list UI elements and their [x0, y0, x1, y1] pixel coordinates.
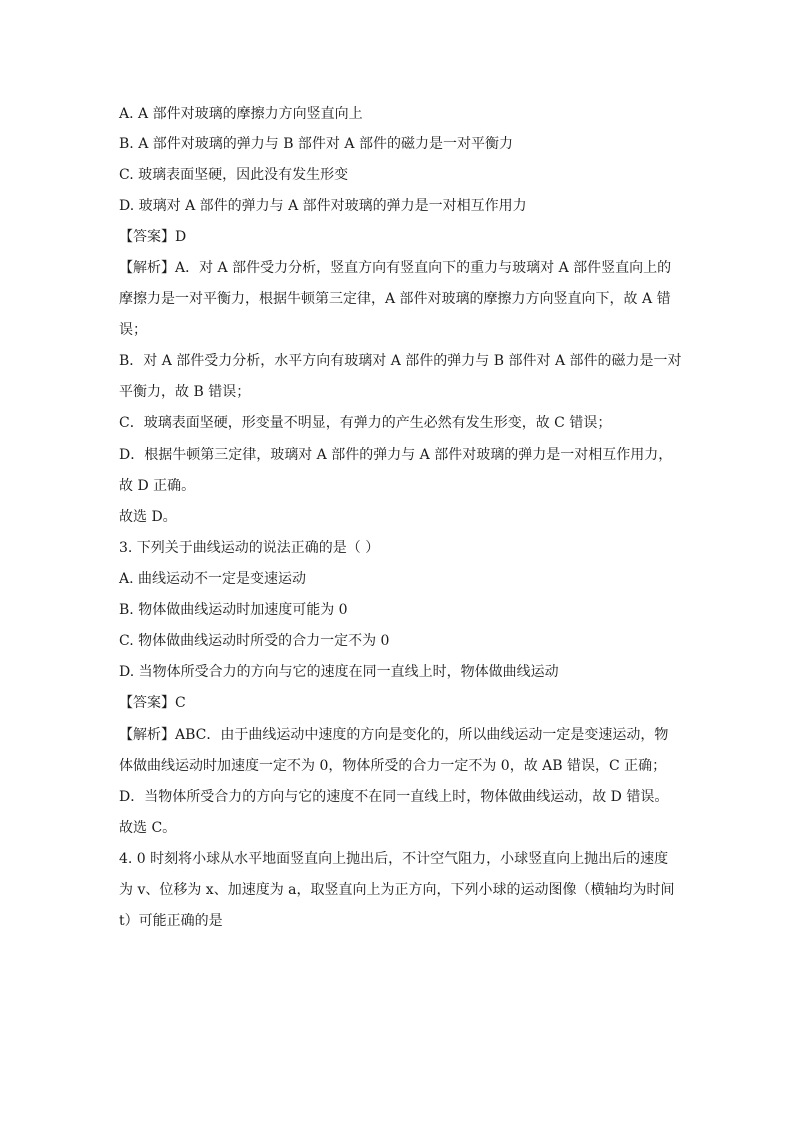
analysis-line: 误；	[119, 322, 147, 338]
analysis-line: 故 D 正确。	[119, 478, 196, 494]
answer-line: 【答案】D	[119, 229, 187, 245]
analysis-line: 平衡力，故 B 错误；	[119, 384, 251, 400]
q3-conclusion-line: 故选 C。	[119, 820, 177, 836]
q3-analysis-line: D．当物体所受合力的方向与它的速度不在同一直线上时，物体做曲线运动，故 D 错误。	[119, 789, 669, 805]
analysis-line: 【解析】A．对 A 部件受力分析，竖直方向有竖直向下的重力与玻璃对 A 部件竖直向上的	[119, 260, 672, 276]
question-4-stem: 为 v、位移为 x、加速度为 a，取竖直向上为正方向，下列小球的运动图像（横轴均为时间	[119, 882, 675, 898]
conclusion-line: 故选 D。	[119, 509, 177, 525]
question-4-stem: 4. 0 时刻将小球从水平地面竖直向上抛出后，不计空气阻力，小球竖直向上抛出后的速度	[119, 851, 669, 867]
option-b-text: B. A 部件对玻璃的弹力与 B 部件对 A 部件的磁力是一对平衡力	[119, 136, 513, 152]
question-4-stem: t）可能正确的是	[119, 913, 223, 929]
q3-option-b: B. 物体做曲线运动时加速度可能为 0	[119, 602, 348, 618]
q3-analysis-line: 【解析】ABC．由于曲线运动中速度的方向是变化的，所以曲线运动一定是变速运动，物	[119, 727, 669, 743]
analysis-line: C．玻璃表面坚硬，形变量不明显，有弹力的产生必然有发生形变，故 C 错误；	[119, 415, 612, 431]
q3-option-d: D. 当物体所受合力的方向与它的速度在同一直线上时，物体做曲线运动	[119, 664, 559, 680]
option-a-text: A. A 部件对玻璃的摩擦力方向竖直向上	[119, 106, 363, 122]
option-d-text: D. 玻璃对 A 部件的弹力与 A 部件对玻璃的弹力是一对相互作用力	[119, 198, 527, 214]
analysis-line: D．根据牛顿第三定律，玻璃对 A 部件的弹力与 A 部件对玻璃的弹力是一对相互作用力，	[119, 447, 673, 463]
analysis-line: 摩擦力是一对平衡力，根据牛顿第三定律，A 部件对玻璃的摩擦力方向竖直向下，故 A 错	[119, 291, 671, 307]
q3-answer-line: 【答案】C	[119, 695, 186, 711]
question-3-stem: 3. 下列关于曲线运动的说法正确的是（ ）	[119, 540, 380, 556]
option-c-text: C. 玻璃表面坚硬，因此没有发生形变	[119, 167, 349, 183]
analysis-line: B．对 A 部件受力分析，水平方向有玻璃对 A 部件的弹力与 B 部件对 A 部件的磁力是一对	[119, 353, 682, 369]
q3-option-c: C. 物体做曲线运动时所受的合力一定不为 0	[119, 633, 390, 649]
q3-option-a: A. 曲线运动不一定是变速运动	[119, 571, 307, 587]
q3-analysis-line: 体做曲线运动时加速度一定不为 0，物体所受的合力一定不为 0，故 AB 错误，C 正确；	[119, 758, 667, 774]
